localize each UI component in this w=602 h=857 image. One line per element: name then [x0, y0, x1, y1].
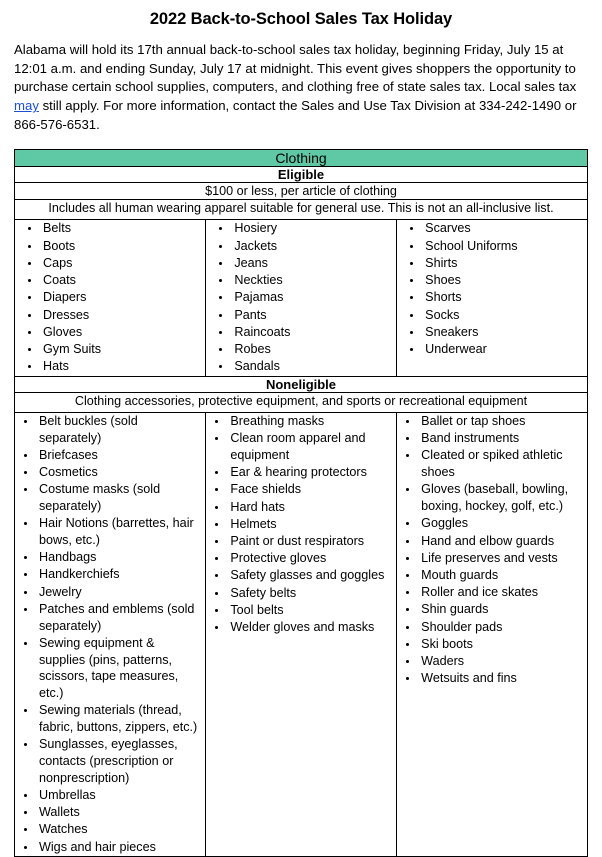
list-item: • Tool belts [228, 602, 392, 619]
eligible-list-2 [206, 220, 396, 375]
noneligible-column-1 [15, 412, 206, 856]
intro-paragraph [14, 41, 588, 135]
list-item: • Hair Notions (barrettes, hair bows, etc.) [37, 515, 201, 548]
list-item: • Wigs and hair pieces [37, 839, 201, 856]
list-item: • Hard hats [228, 499, 392, 516]
list-item: • Ear & hearing protectors [228, 464, 392, 481]
list-item: • Cosmetics [37, 464, 201, 481]
eligible-heading: Eligible [15, 166, 588, 182]
list-item: • Wetsuits and fins [419, 670, 583, 687]
noneligible-heading: Noneligible [15, 376, 588, 392]
list-item: • Gloves [41, 324, 201, 341]
list-item: • Scarves [423, 220, 583, 237]
eligible-note-price: $100 or less, per article of clothing [15, 182, 588, 199]
list-item: • Handbags [37, 549, 201, 566]
list-item: • Jeans [232, 255, 392, 272]
list-item: • Coats [41, 272, 201, 289]
list-item: • Shoulder pads [419, 619, 583, 636]
list-item: • Band instruments [419, 430, 583, 447]
eligible-note-scope: Includes all human wearing apparel suitable for general use. This is not an all-inclusive list. [15, 200, 588, 220]
eligible-list-1 [15, 220, 205, 375]
list-item: • Belts [41, 220, 201, 237]
list-item: • Hosiery [232, 220, 392, 237]
list-item: • Sunglasses, eyeglasses, contacts (prescription or nonprescription) [37, 736, 201, 786]
list-item: • Umbrellas [37, 787, 201, 804]
list-item: • Pajamas [232, 289, 392, 306]
list-item: • Gloves (baseball, bowling, boxing, hockey, golf, etc.) [419, 481, 583, 514]
list-item: • Pants [232, 307, 392, 324]
list-item: • Dresses [41, 307, 201, 324]
noneligible-list-1 [15, 413, 205, 856]
may-link[interactable]: may [14, 98, 39, 114]
list-item: • Roller and ice skates [419, 584, 583, 601]
list-item: • Gym Suits [41, 341, 201, 358]
list-item: • Hats [41, 358, 201, 375]
intro-text-part2: still apply. For more information, contact the Sales and Use Tax Division at 334-242-1490 or 866-576-6531. [14, 98, 577, 132]
list-item: • Safety glasses and goggles [228, 567, 392, 584]
eligible-column-3 [397, 220, 588, 376]
intro-text-part1: Alabama will hold its 17th annual back-to-school sales tax holiday, beginning Friday, July 15 at 12:01 a.m. and ending Sunday, July 17 at midnight. This event gives shoppers the opportunity to purchase certain school supplies, computers, and clothing free of state sales tax. Local sales tax [14, 42, 577, 95]
eligible-column-2 [206, 220, 397, 376]
noneligible-list-3 [397, 413, 587, 687]
list-item: • Shorts [423, 289, 583, 306]
list-item: • Face shields [228, 481, 392, 498]
list-item: • Ski boots [419, 636, 583, 653]
list-item: • Mouth guards [419, 567, 583, 584]
list-item: • School Uniforms [423, 238, 583, 255]
list-item: • Welder gloves and masks [228, 619, 392, 636]
list-item: • Jewelry [37, 584, 201, 601]
list-item: • Patches and emblems (sold separately) [37, 601, 201, 634]
list-item: • Paint or dust respirators [228, 533, 392, 550]
list-item: • Life preserves and vests [419, 550, 583, 567]
list-item: • Cleated or spiked athletic shoes [419, 447, 583, 480]
list-item: • Waders [419, 653, 583, 670]
list-item: • Diapers [41, 289, 201, 306]
list-item: • Breathing masks [228, 413, 392, 430]
list-item: • Ballet or tap shoes [419, 413, 583, 430]
list-item: • Helmets [228, 516, 392, 533]
page-title: 2022 Back-to-School Sales Tax Holiday [149, 10, 453, 28]
list-item: • Shirts [423, 255, 583, 272]
list-item: • Briefcases [37, 447, 201, 464]
noneligible-list-2 [206, 413, 396, 636]
list-item: • Caps [41, 255, 201, 272]
list-item: • Handkerchiefs [37, 566, 201, 583]
list-item: • Wallets [37, 804, 201, 821]
noneligible-note: Clothing accessories, protective equipment, and sports or recreational equipment [15, 392, 588, 412]
noneligible-column-3 [397, 412, 588, 856]
list-item: • Belt buckles (sold separately) [37, 413, 201, 446]
noneligible-column-2 [206, 412, 397, 856]
list-item: • Robes [232, 341, 392, 358]
list-item: • Neckties [232, 272, 392, 289]
category-header-clothing: Clothing [15, 149, 588, 166]
list-item: • Costume masks (sold separately) [37, 481, 201, 514]
list-item: • Safety belts [228, 585, 392, 602]
list-item: • Jackets [232, 238, 392, 255]
list-item: • Shoes [423, 272, 583, 289]
list-item: • Watches [37, 821, 201, 838]
eligible-list-3 [397, 220, 587, 357]
list-item: • Sandals [232, 358, 392, 375]
list-item: • Underwear [423, 341, 583, 358]
list-item: • Boots [41, 238, 201, 255]
list-item: • Goggles [419, 515, 583, 532]
list-item: • Sneakers [423, 324, 583, 341]
list-item: • Socks [423, 307, 583, 324]
list-item: • Clean room apparel and equipment [228, 430, 392, 463]
list-item: • Shin guards [419, 601, 583, 618]
list-item: • Raincoats [232, 324, 392, 341]
list-item: • Sewing equipment & supplies (pins, patterns, scissors, tape measures, etc.) [37, 635, 201, 702]
list-item: • Protective gloves [228, 550, 392, 567]
list-item: • Hand and elbow guards [419, 533, 583, 550]
sales-tax-holiday-table [14, 149, 588, 857]
list-item: • Sewing materials (thread, fabric, buttons, zippers, etc.) [37, 702, 201, 735]
eligible-column-1 [15, 220, 206, 376]
